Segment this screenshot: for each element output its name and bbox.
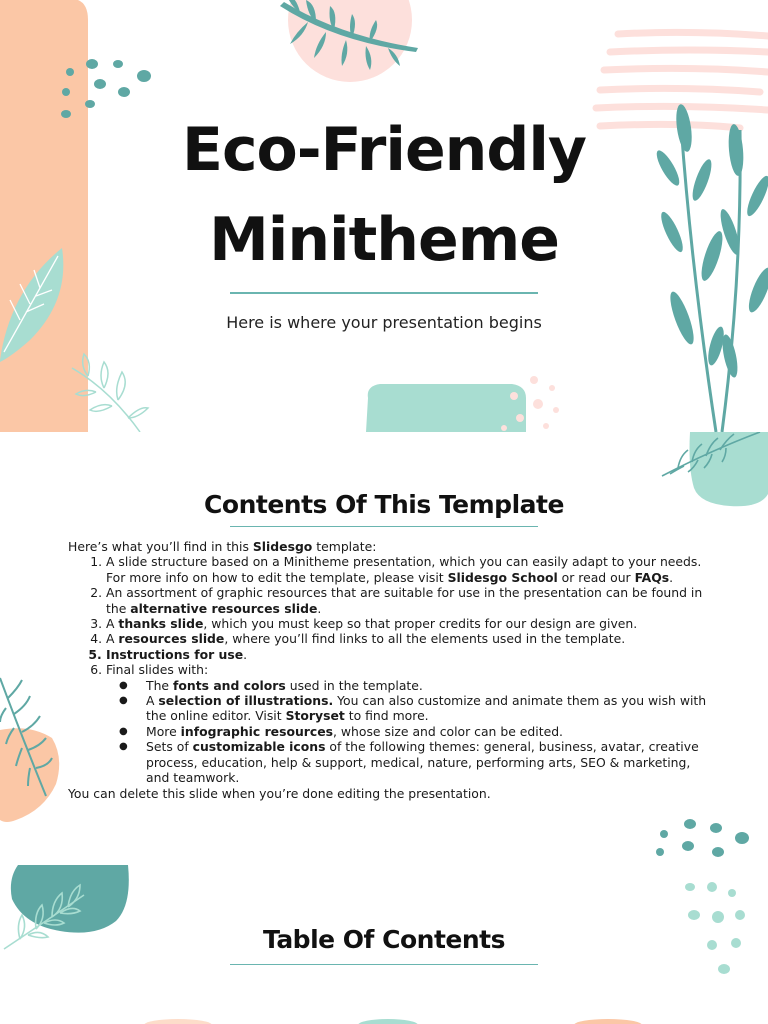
peach-blob-shape	[574, 1019, 642, 1024]
list-item: 6. Final slides with: ● The fonts and colors used in the template. ● A selection of illustrations. You can also customize and animate them as you wish with the online editor. Visit Storyset to find more. ● More infographic resources, whose size and color can be edited. ● Sets of customizable icons of the following themes: general, business, avatar, creative process, education, help & support, medical, nature, performing arts, SEO & marketing, and teamwork.	[106, 662, 708, 785]
pink-circle-shape	[288, 0, 412, 82]
list-item: 4. A resources slide, where you’ll find links to all the elements used in the template.	[106, 631, 708, 646]
contents-list	[68, 554, 708, 785]
sub-list	[106, 678, 708, 786]
list-item: 2. An assortment of graphic resources that are suitable for use in the presentation can be found in the alternative resources slide.	[106, 585, 708, 616]
title-slide	[0, 0, 768, 432]
presentation-title-line1: Eco-Friendly	[181, 115, 586, 185]
title-divider	[230, 964, 538, 965]
sub-list-item: ● A selection of illustrations. You can also customize and animate them as you wish with the online editor. Visit Storyset to find more.	[146, 693, 708, 724]
table-of-contents-slide	[0, 865, 768, 1024]
sub-list-item: ● More infographic resources, whose size and color can be edited.	[146, 724, 708, 739]
list-item: 3. A thanks slide, which you must keep so that proper credits for our design are given.	[106, 616, 708, 631]
section-title: Contents Of This Template	[204, 490, 564, 519]
presentation-title-line2: Minitheme	[209, 205, 559, 275]
mint-rect-shape	[366, 384, 526, 432]
sub-list-item: ● The fonts and colors used in the template.	[146, 678, 708, 693]
teal-dots-icon	[656, 819, 749, 857]
title-divider	[230, 526, 538, 527]
contents-slide	[0, 432, 768, 865]
sub-list-item: ● Sets of customizable icons of the following themes: general, business, avatar, creative process, education, help & support, medical, nature, performing arts, SEO & marketing, and teamwork.	[146, 739, 708, 785]
presentation-subtitle: Here is where your presentation begins	[226, 313, 542, 332]
mint-blob-shape	[358, 1019, 418, 1024]
peach-blob-shape	[144, 1019, 212, 1024]
intro-paragraph: Here’s what you’ll find in this Slidesgo template:	[68, 539, 377, 554]
section-title: Table Of Contents	[262, 925, 505, 954]
list-item: 5. Instructions for use.	[106, 647, 708, 662]
list-item: 1. A slide structure based on a Minitheme presentation, which you can easily adapt to your needs. For more info on how to edit the template, please visit Slidesgo School or read our FAQs.	[106, 554, 708, 585]
outro-paragraph: You can delete this slide when you’re done editing the presentation.	[68, 785, 491, 801]
title-divider	[230, 292, 538, 294]
contents-body	[68, 539, 708, 801]
